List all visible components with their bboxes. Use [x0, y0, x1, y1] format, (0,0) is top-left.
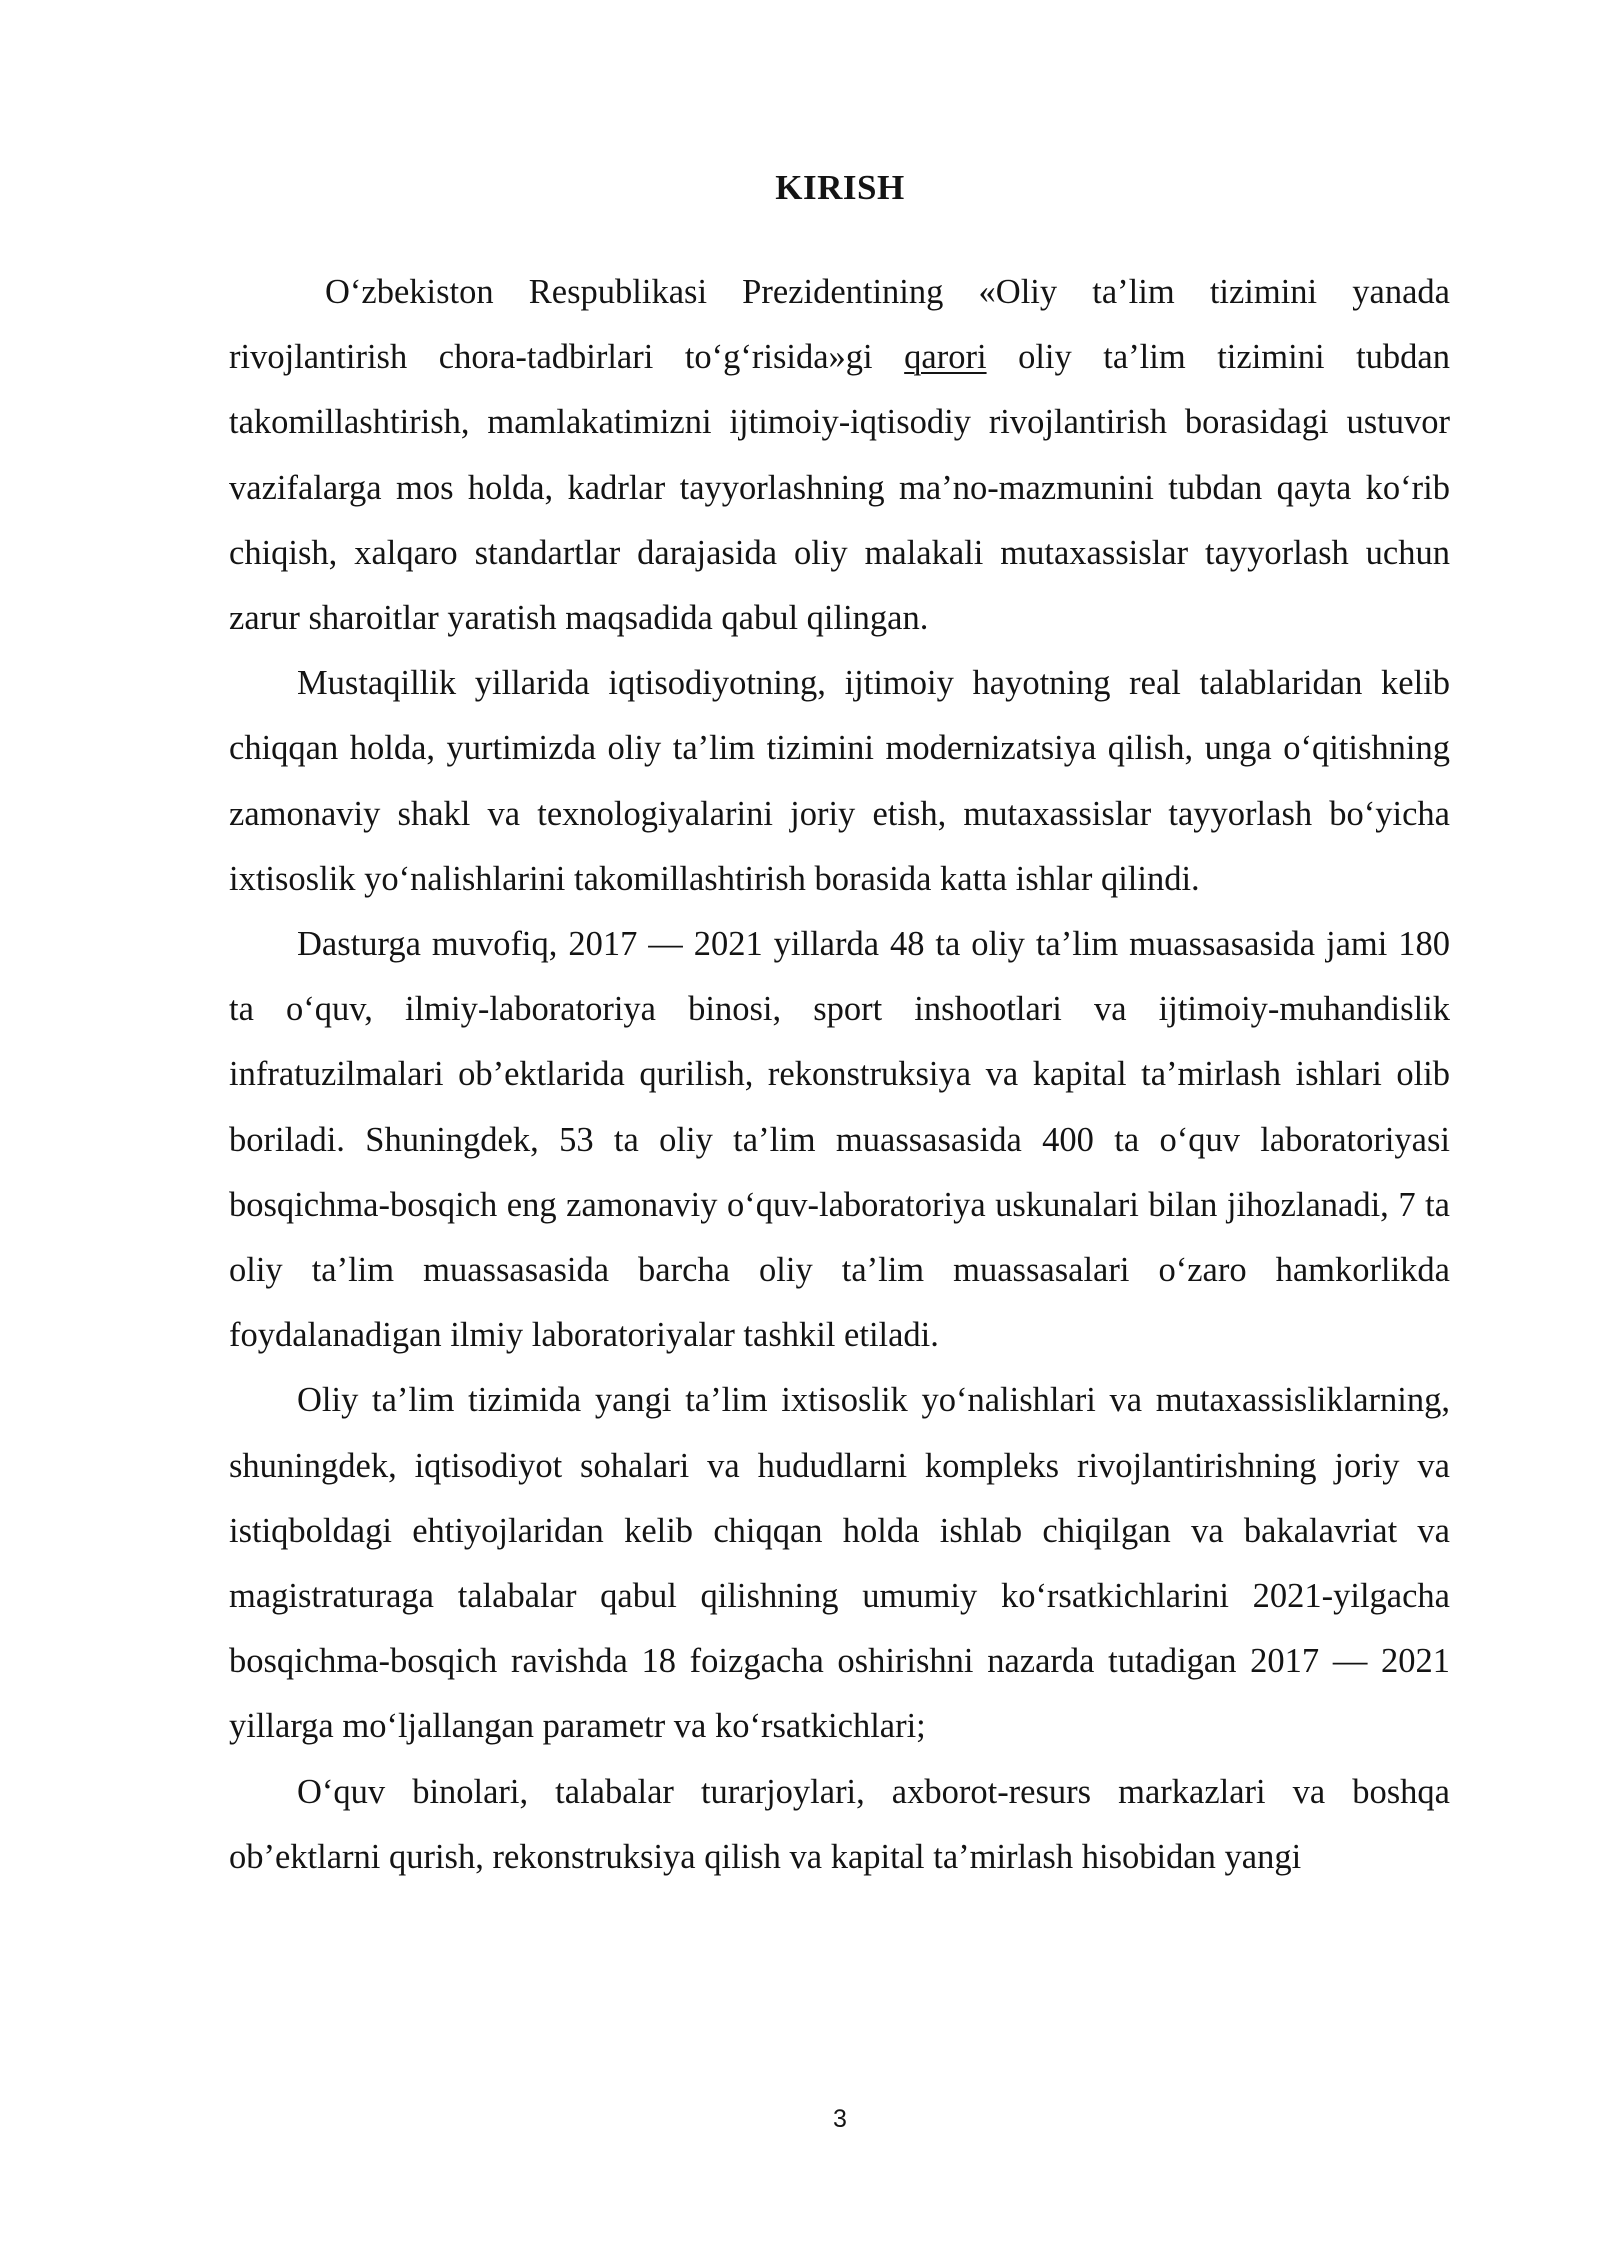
page-title: KIRISH — [775, 168, 905, 207]
paragraph-1-text-start: O‘zbekiston Respublikasi Prezidentining «Oliy ta’lim tizimini yanada rivojlantirish chora-tadbirlari to‘g‘risida»gi — [229, 273, 1450, 377]
paragraph-4: Oliy ta’lim tizimida yangi ta’lim ixtisoslik yo‘nalishlari va mutaxassisliklarning, shuningdek, iqtisodiyot sohalari va hududlarni kompleks rivojlantirishning joriy va istiqboldagi ehtiyojlaridan kelib chiqqan holda ishlab chiqilgan va bakalavriat va magistraturaga talabalar qabul qilishning umumiy ko‘rsatkichlarini 2021-yilgacha bosqichma-bosqich ravishda 18 foizgacha oshirishni nazarda tutadigan 2017 — 2021 yillarga mo‘ljallangan parametr va ko‘rsatkichlari; — [229, 1381, 1450, 1746]
underlined-word-qarori: qarori — [904, 338, 987, 377]
paragraph-5: O‘quv binolari, talabalar turarjoylari, axborot-resurs markazlari va boshqa ob’ektlarni qurish, rekonstruksiya qilish va kapital ta’mirlash hisobidan yangi — [229, 1772, 1450, 1876]
document-body — [229, 260, 1450, 1890]
paragraph-1 — [229, 260, 1450, 651]
paragraph-2: Mustaqillik yillarida iqtisodiyotning, ijtimoiy hayotning real talablaridan kelib chiqqan holda, yurtimizda oliy ta’lim tizimini modernizatsiya qilish, unga o‘qitishning zamonaviy shakl va texnologiyalarini joriy etish, mutaxassislar tayyorlash bo‘yicha ixtisoslik yo‘nalishlarini takomillashtirish borasida katta ishlar qilindi. — [229, 664, 1450, 898]
paragraph-1-text-end: oliy ta’lim tizimini tubdan takomillashtirish, mamlakatimizni ijtimoiy-iqtisodiy rivojlantirish borasidagi ustuvor vazifalarga mos holda, kadrlar tayyorlashning ma’no-mazmunini tubdan qayta ko‘rib chiqish, xalqaro standartlar darajasida oliy malakali mutaxassislar tayyorlash uchun zarur sharoitlar yaratish maqsadida qabul qilingan. — [229, 338, 1450, 638]
page-number: 3 — [833, 2105, 847, 2133]
paragraph-3: Dasturga muvofiq, 2017 — 2021 yillarda 48 ta oliy ta’lim muassasasida jami 180 ta o‘quv, ilmiy-laboratoriya binosi, sport inshootlari va ijtimoiy-muhandislik infratuzilmalari ob’ektlarida qurilish, rekonstruksiya va kapital ta’mirlash ishlari olib boriladi. Shuningdek, 53 ta oliy ta’lim muassasasida 400 ta o‘quv laboratoriyasi bosqichma-bosqich eng zamonaviy o‘quv-laboratoriya uskunalari bilan jihozlanadi, 7 ta oliy ta’lim muassasasida barcha oliy ta’lim muassasalari o‘zaro hamkorlikda foydalanadigan ilmiy laboratoriyalar tashkil etiladi. — [229, 925, 1450, 1355]
